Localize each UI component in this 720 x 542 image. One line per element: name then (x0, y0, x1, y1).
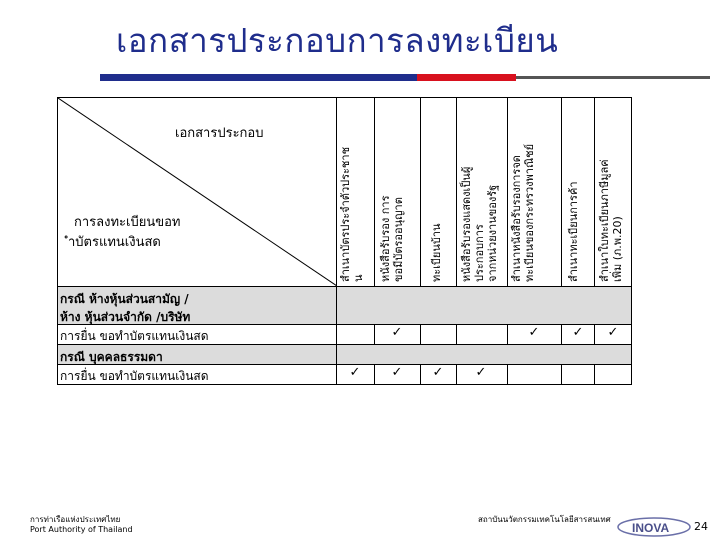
group-1-check-trade-registration: ✓ (572, 325, 584, 340)
group-1-title-2: ห้าง หุ้นส่วนจำกัด /บริษัท (60, 310, 191, 324)
group-2-row-label: การยื่น ขอทำบัตรแทนเงินสด (60, 369, 209, 383)
header-documents-label: เอกสารประกอบ (175, 126, 264, 141)
footer-org-english: Port Authority of Thailand (30, 525, 133, 534)
group-2-check-operator-certificate: ✓ (475, 365, 487, 380)
document-table (57, 97, 632, 385)
column-header-operator-certificate: หนังสือรับรองแสดงเป็นผู้ ประกอบการ จากหน่วยงานของรัฐ (460, 166, 499, 282)
column-header-permit-letter: หนังสือรับรอง การ ขอมีบัตรออนุญาต (379, 195, 405, 282)
column-header-house-registration: ทะเบียนบ้าน (430, 223, 443, 282)
footer-institute: สถาบันนวัตกรรมเทคโนโลยีสารสนเทศ (478, 515, 611, 524)
page-number: 24 (694, 520, 708, 533)
group-2-check-house-registration: ✓ (432, 365, 444, 380)
group-2-check-permit-letter: ✓ (391, 365, 403, 380)
logo-wordmark: INOVA (632, 521, 670, 535)
group-2-title: กรณี บุคคลธรรมดา (60, 350, 163, 364)
header-registration-label-2: ำบัตรแทนเงินสด (68, 235, 161, 250)
column-header-id-card: สำเนาบัตรประจำตัวประชาช น (339, 146, 365, 282)
group-2-check-id-card: ✓ (349, 365, 361, 380)
column-header-vat-registration: สำเนาใบทะเบียนภาษีมูลค่ เพิ่ม (ภ.พ.20) (598, 159, 624, 282)
group-1-check-company-certificate: ✓ (528, 325, 540, 340)
inova-logo (614, 512, 694, 538)
header-registration-label-1: การลงทะเบียนขอท (74, 215, 181, 230)
column-header-trade-registration: สำเนาทะเบียนการค้า (567, 181, 580, 282)
group-1-row-label: การยื่น ขอทำบัตรแทนเงินสด (60, 329, 209, 343)
group-1-title-1: กรณี ห้างหุ้นส่วนสามัญ / (60, 292, 189, 306)
title-underline (100, 74, 710, 81)
group-1-check-permit-letter: ✓ (391, 325, 403, 340)
footer-organization (30, 515, 133, 535)
page-title: เอกสารประกอบการลงทะเบียน (116, 21, 559, 60)
column-header-company-certificate: สำเนาหนังสือรับรองการจด ทะเบียนของกระทรวงพาณิชย์ (510, 143, 536, 282)
group-1-check-vat-registration: ✓ (607, 325, 619, 340)
footer-org-thai: การท่าเรือแห่งประเทศไทย (30, 515, 121, 524)
